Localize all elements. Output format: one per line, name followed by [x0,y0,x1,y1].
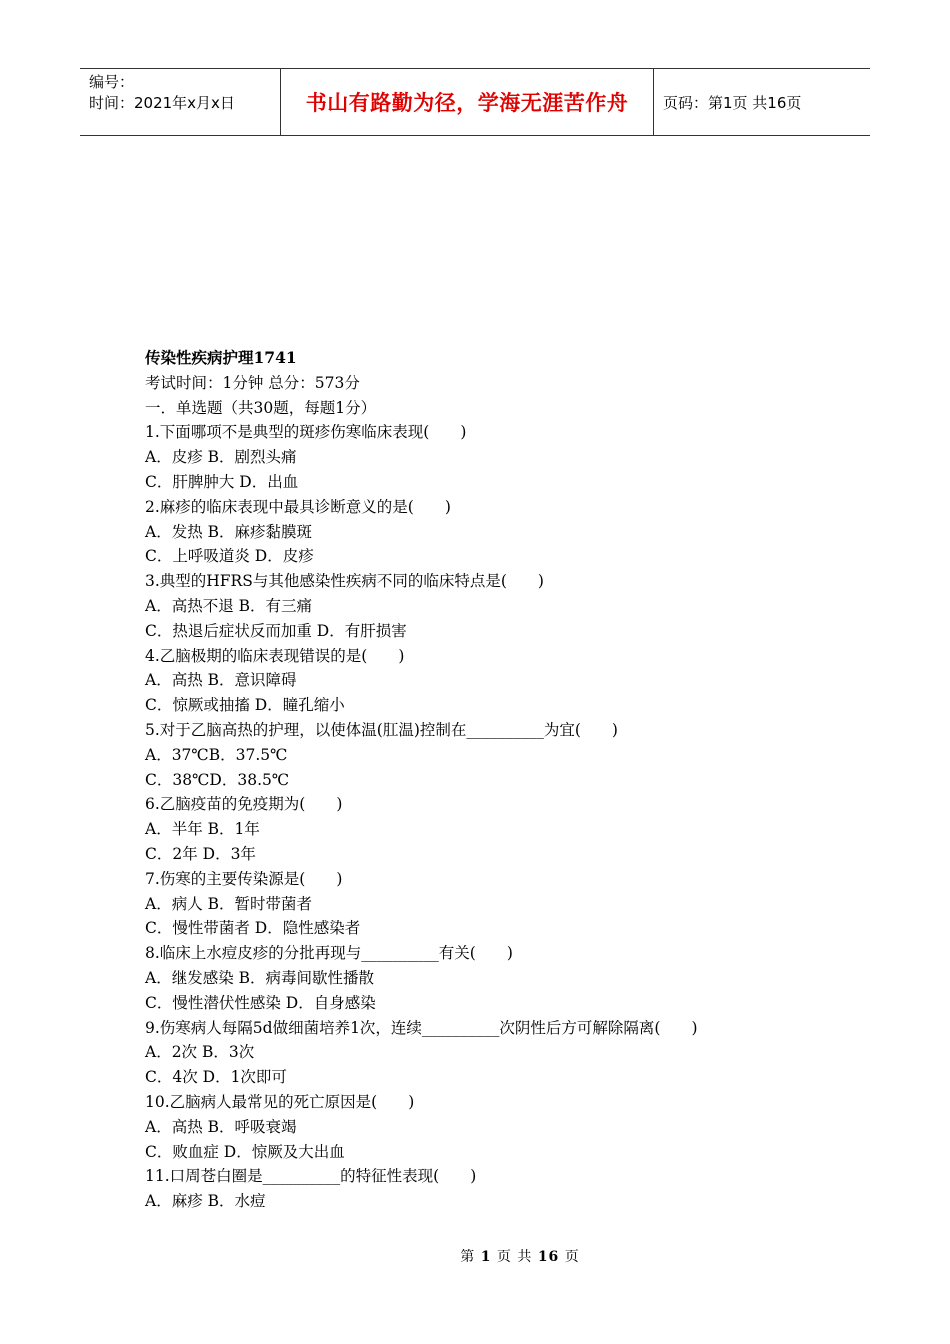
option-line: A．病人 B．暂时带菌者 [145,894,313,913]
question-line: 4.乙脑极期的临床表现错误的是( ) [145,646,405,665]
question-line: 7.伤寒的主要传染源是( ) [145,869,343,888]
question-line: 5.对于乙脑高热的护理，以使体温(肛温)控制在__________为宜( ) [145,720,618,739]
footer-middle: 页 共 [496,1249,533,1265]
option-line: A．半年 B．1年 [145,820,260,839]
header-motto: 书山有路勤为径，学海无涯苦作舟 [281,69,654,135]
option-line: A．37℃B．37.5℃ [145,745,288,764]
option-line: A．2次 B．3次 [145,1043,255,1062]
question-line: 2.麻疹的临床表现中最具诊断意义的是( ) [145,497,451,516]
question-line: 9.伤寒病人每隔5d做细菌培养1次，连续__________次阴性后方可解除隔离( ) [145,1018,698,1037]
header-meta [80,69,281,135]
header-page-info: 页码：第1页 共16页 [663,93,802,112]
footer-total-pages: 16 [537,1249,560,1265]
question-line: 8.临床上水痘皮疹的分批再现与__________有关( ) [145,944,513,963]
section-heading: 一．单选题（共30题，每题1分） [145,398,377,417]
option-line: A．高热 B．呼吸衰竭 [145,1117,297,1136]
time-label: 时间：2021年x月x日 [89,94,235,112]
question-line: 3.典型的HFRS与其他感染性疾病不同的临床特点是( ) [145,572,544,591]
option-line: A．继发感染 B．病毒间歇性播散 [145,968,375,987]
option-line: C．慢性潜伏性感染 D．自身感染 [145,993,376,1012]
footer-page-number: 1 [480,1249,492,1265]
question-line: 1.下面哪项不是典型的斑疹伤寒临床表现( ) [145,423,467,442]
footer-suffix: 页 [564,1249,580,1265]
serial-label: 编号： [89,73,135,91]
option-line: C．肝脾肿大 D．出血 [145,472,299,491]
option-line: C．上呼吸道炎 D．皮疹 [145,547,314,566]
page-header [80,68,870,136]
option-line: C．4次 D．1次即可 [145,1068,287,1087]
page-footer [0,1246,950,1266]
option-line: A．麻疹 B．水痘 [145,1192,266,1211]
option-line: A．高热 B．意识障碍 [145,671,297,690]
option-line: C．慢性带菌者 D．隐性感染者 [145,919,361,938]
question-line: 11.口周苍白圈是__________的特征性表现( ) [145,1167,477,1186]
option-line: C．败血症 D．惊厥及大出血 [145,1142,345,1161]
exam-meta: 考试时间：1分钟 总分：573分 [145,373,360,392]
question-line: 6.乙脑疫苗的免疫期为( ) [145,795,343,814]
question-line: 10.乙脑病人最常见的死亡原因是( ) [145,1092,415,1111]
footer-prefix: 第 [460,1249,476,1265]
option-line: C．热退后症状反而加重 D．有肝损害 [145,621,407,640]
option-line: A．高热不退 B．有三痛 [145,596,313,615]
option-line: A．皮疹 B．剧烈头痛 [145,448,297,467]
document-title: 传染性疾病护理1741 [145,348,297,367]
document-body [145,346,845,1214]
option-line: C．惊厥或抽搐 D．瞳孔缩小 [145,696,345,715]
option-line: A．发热 B．麻疹黏膜斑 [145,522,313,541]
option-line: C．2年 D．3年 [145,844,256,863]
option-line: C．38℃D．38.5℃ [145,770,290,789]
